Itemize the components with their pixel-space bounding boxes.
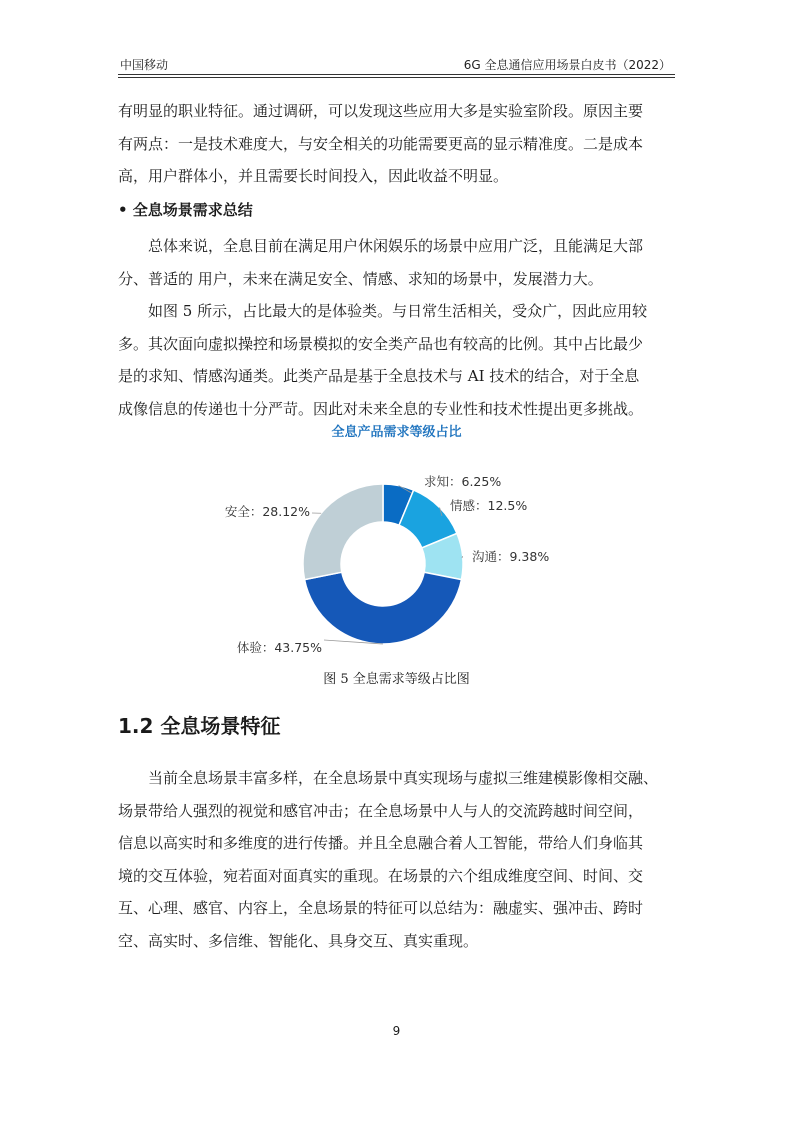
paragraph-line: 高，用户群体小，并且需要长时间投入，因此收益不明显。 <box>118 167 509 185</box>
chart-title: 全息产品需求等级占比 <box>331 425 462 440</box>
data-label-3: 沟通：9.38% <box>472 549 550 564</box>
paragraph-line: 互、心理、感官、内容上，全息场景的特征可以总结为：融虚实、强冲击、跨时 <box>118 899 644 917</box>
paragraph-line: 有两点：一是技术难度大，与安全相关的功能需要更高的显示精准度。二是成本 <box>118 134 644 153</box>
bullet-heading: • 全息场景需求总结 <box>118 201 253 219</box>
paragraph-line: 成像信息的传递也十分严苛。因此对未来全息的专业性和技术性提出更多挑战。 <box>118 399 644 418</box>
data-label-4: 体验：43.75% <box>236 640 322 655</box>
paragraph-line: 是的求知、情感沟通类。此类产品是基于全息技术与 AI 技术的结合，对于全息 <box>118 367 640 385</box>
header-left: 中国移动 <box>120 58 169 72</box>
donut-slice-5 <box>303 484 383 580</box>
donut-slice-4 <box>305 572 462 644</box>
paragraph-2 <box>118 230 678 295</box>
paragraph-line: 信息以高实时和多维度的进行传播。并且全息融合着人工智能，带给人们身临其 <box>118 834 644 852</box>
figure-caption: 图 5 全息需求等级占比图 <box>323 672 470 687</box>
paragraph-line: 有明显的职业特征。通过调研，可以发现这些应用大多是实验室阶段。原因主要 <box>118 102 644 120</box>
page-header <box>118 52 675 74</box>
data-label-1: 求知：6.25% <box>424 474 502 489</box>
data-label-2: 情感：12.5% <box>450 498 528 513</box>
donut-chart <box>200 440 600 660</box>
header-rule-thin <box>118 77 675 78</box>
paragraph-line: 如图 5 所示，占比最大的是体验类。与日常生活相关，受众广，因此应用较 <box>148 302 648 320</box>
paragraph-4 <box>118 762 678 957</box>
paragraph-line: 境的交互体验，宛若面对面真实的重现。在场景的六个组成维度空间、时间、交 <box>118 866 644 885</box>
paragraph-line: 当前全息场景丰富多样，在全息场景中真实现场与虚拟三维建模影像相交融、 <box>148 769 659 787</box>
paragraph-line: 多。其次面向虚拟操控和场景模拟的安全类产品也有较高的比例。其中占比最少 <box>118 334 644 353</box>
paragraph-line: 分、普适的 用户，未来在满足安全、情感、求知的场景中，发展潜力大。 <box>118 269 603 288</box>
paragraph-1 <box>118 95 678 193</box>
section-title: 1.2 全息场景特征 <box>118 714 281 738</box>
header-rule <box>118 74 675 75</box>
page-number: 9 <box>392 1024 401 1038</box>
data-label-5: 安全：28.12% <box>224 504 310 519</box>
paragraph-line: 场景带给人强烈的视觉和感官冲击；在全息场景中人与人的交流跨越时间空间， <box>118 801 644 820</box>
paragraph-line: 总体来说，全息目前在满足用户休闲娱乐的场景中应用广泛，且能满足大部 <box>148 237 644 255</box>
paragraph-line: 空、高实时、多信维、智能化、具身交互、真实重现。 <box>118 931 479 950</box>
paragraph-3 <box>118 295 678 425</box>
header-right: 6G 全息通信应用场景白皮书（2022） <box>463 58 671 72</box>
